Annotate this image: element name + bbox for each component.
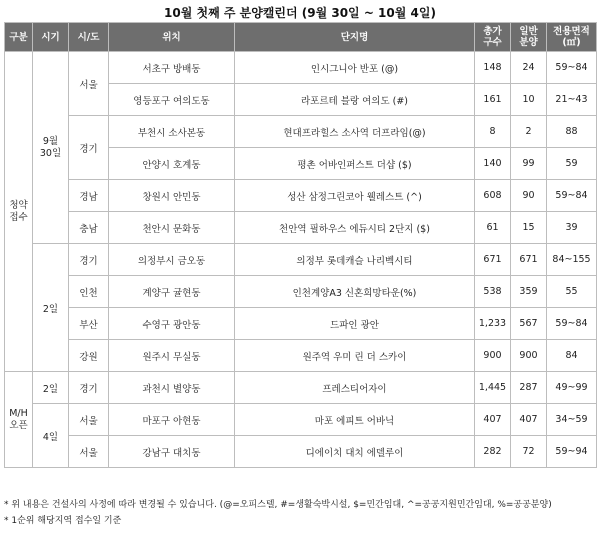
total-units-cell: 282	[475, 436, 511, 468]
header-total-units	[475, 23, 511, 52]
group-subscription	[5, 52, 33, 372]
complex-cell: 드파인 광안	[235, 308, 475, 340]
general-units-cell: 72	[511, 436, 547, 468]
header-period: 시기	[33, 23, 69, 52]
total-units-cell: 1,445	[475, 372, 511, 404]
header-general-units	[511, 23, 547, 52]
table-row	[5, 212, 597, 244]
general-units-cell: 671	[511, 244, 547, 276]
area-cell: 59~84	[547, 308, 597, 340]
area-cell: 88	[547, 116, 597, 148]
total-units-cell: 900	[475, 340, 511, 372]
table-row	[5, 436, 597, 468]
location-cell: 마포구 아현동	[109, 404, 235, 436]
period-sep30-line1: 9월	[42, 135, 59, 147]
region-cell: 충남	[69, 212, 109, 244]
period-sep30	[33, 52, 69, 244]
header-row	[5, 23, 597, 52]
region-cell: 서울	[69, 436, 109, 468]
table-row	[5, 372, 597, 404]
group-modelhouse-line2: 오픈	[9, 419, 28, 431]
location-cell: 계양구 귤현동	[109, 276, 235, 308]
table-row	[5, 180, 597, 212]
complex-cell: 프레스티어자이	[235, 372, 475, 404]
complex-cell: 인시그니아 반포 (@)	[235, 52, 475, 84]
complex-cell: 인천계양A3 신혼희망타운(%)	[235, 276, 475, 308]
region-cell: 경남	[69, 180, 109, 212]
footnote-basis: * 1순위 해당지역 접수일 기준	[4, 516, 122, 526]
period-oct2-subscription: 2일	[33, 244, 69, 372]
period-sep30-line2: 30일	[39, 147, 62, 159]
area-cell: 84	[547, 340, 597, 372]
header-location: 위치	[109, 23, 235, 52]
location-cell: 강남구 대치동	[109, 436, 235, 468]
region-cell: 강원	[69, 340, 109, 372]
header-area	[547, 23, 597, 52]
area-cell: 59~94	[547, 436, 597, 468]
header-total-units-line1: 총가	[483, 26, 502, 37]
location-cell: 원주시 무실동	[109, 340, 235, 372]
location-cell: 천안시 문화동	[109, 212, 235, 244]
period-oct4: 4일	[33, 404, 69, 468]
table-row	[5, 116, 597, 148]
complex-cell: 의정부 롯데캐슬 나리벡시티	[235, 244, 475, 276]
general-units-cell: 407	[511, 404, 547, 436]
complex-cell: 라포르테 블랑 여의도 (#)	[235, 84, 475, 116]
general-units-cell: 567	[511, 308, 547, 340]
complex-cell: 원주역 우미 린 더 스카이	[235, 340, 475, 372]
complex-cell: 성산 삼정그린코아 웰레스트 (^)	[235, 180, 475, 212]
region-cell: 서울	[69, 404, 109, 436]
region-cell: 경기	[69, 116, 109, 180]
complex-cell: 천안역 필하우스 에듀시티 2단지 ($)	[235, 212, 475, 244]
header-area-line2: (㎡)	[562, 37, 581, 48]
general-units-cell: 287	[511, 372, 547, 404]
header-region: 시/도	[69, 23, 109, 52]
page-title: 10월 첫째 주 분양캘린더 (9월 30일 ~ 10월 4일)	[164, 6, 436, 20]
region-cell: 서울	[69, 52, 109, 116]
complex-cell: 평촌 어바인퍼스트 더샵 ($)	[235, 148, 475, 180]
total-units-cell: 407	[475, 404, 511, 436]
general-units-cell: 10	[511, 84, 547, 116]
total-units-cell: 538	[475, 276, 511, 308]
area-cell: 59	[547, 148, 597, 180]
table-row	[5, 404, 597, 436]
total-units-cell: 140	[475, 148, 511, 180]
total-units-cell: 671	[475, 244, 511, 276]
general-units-cell: 15	[511, 212, 547, 244]
table-row	[5, 276, 597, 308]
area-cell: 84~155	[547, 244, 597, 276]
complex-cell: 현대프라힐스 소사역 더프라임(@)	[235, 116, 475, 148]
region-cell: 부산	[69, 308, 109, 340]
footnotes	[4, 497, 596, 529]
location-cell: 수영구 광안동	[109, 308, 235, 340]
location-cell: 과천시 별양동	[109, 372, 235, 404]
group-subscription-line2: 접수	[9, 211, 28, 223]
table-row	[5, 308, 597, 340]
group-modelhouse-line1: M/H	[9, 407, 28, 419]
area-cell: 34~59	[547, 404, 597, 436]
header-type: 구분	[5, 23, 33, 52]
region-cell: 경기	[69, 372, 109, 404]
total-units-cell: 8	[475, 116, 511, 148]
header-general-units-line2: 분양	[519, 37, 538, 48]
complex-cell: 디에이치 대치 에델루이	[235, 436, 475, 468]
location-cell: 부천시 소사본동	[109, 116, 235, 148]
location-cell: 창원시 안민동	[109, 180, 235, 212]
location-cell: 의정부시 금오동	[109, 244, 235, 276]
general-units-cell: 99	[511, 148, 547, 180]
area-cell: 55	[547, 276, 597, 308]
region-cell: 경기	[69, 244, 109, 276]
sales-calendar-table	[4, 22, 597, 468]
header-area-line1: 전용면적	[553, 26, 590, 37]
general-units-cell: 2	[511, 116, 547, 148]
area-cell: 21~43	[547, 84, 597, 116]
complex-cell: 마포 에피트 어바닉	[235, 404, 475, 436]
table-row	[5, 340, 597, 372]
table-row	[5, 244, 597, 276]
general-units-cell: 90	[511, 180, 547, 212]
total-units-cell: 161	[475, 84, 511, 116]
footnote-symbols: * 위 내용은 건설사의 사정에 따라 변경될 수 있습니다. (@=오피스텔, #=생활숙박시설, $=민간임대, ^=공공지원민간임대, %=공공분양)	[4, 500, 552, 510]
area-cell: 59~84	[547, 52, 597, 84]
area-cell: 49~99	[547, 372, 597, 404]
region-cell: 인천	[69, 276, 109, 308]
total-units-cell: 1,233	[475, 308, 511, 340]
header-total-units-line2: 구수	[483, 37, 502, 48]
group-subscription-line1: 청약	[9, 199, 28, 211]
header-complex: 단지명	[235, 23, 475, 52]
general-units-cell: 359	[511, 276, 547, 308]
area-cell: 39	[547, 212, 597, 244]
general-units-cell: 24	[511, 52, 547, 84]
group-modelhouse	[5, 372, 33, 468]
location-cell: 서초구 방배동	[109, 52, 235, 84]
table-row	[5, 52, 597, 84]
header-general-units-line1: 일반	[519, 26, 538, 37]
total-units-cell: 608	[475, 180, 511, 212]
general-units-cell: 900	[511, 340, 547, 372]
total-units-cell: 148	[475, 52, 511, 84]
period-oct2-modelhouse: 2일	[33, 372, 69, 404]
total-units-cell: 61	[475, 212, 511, 244]
location-cell: 안양시 호계동	[109, 148, 235, 180]
area-cell: 59~84	[547, 180, 597, 212]
location-cell: 영등포구 여의도동	[109, 84, 235, 116]
